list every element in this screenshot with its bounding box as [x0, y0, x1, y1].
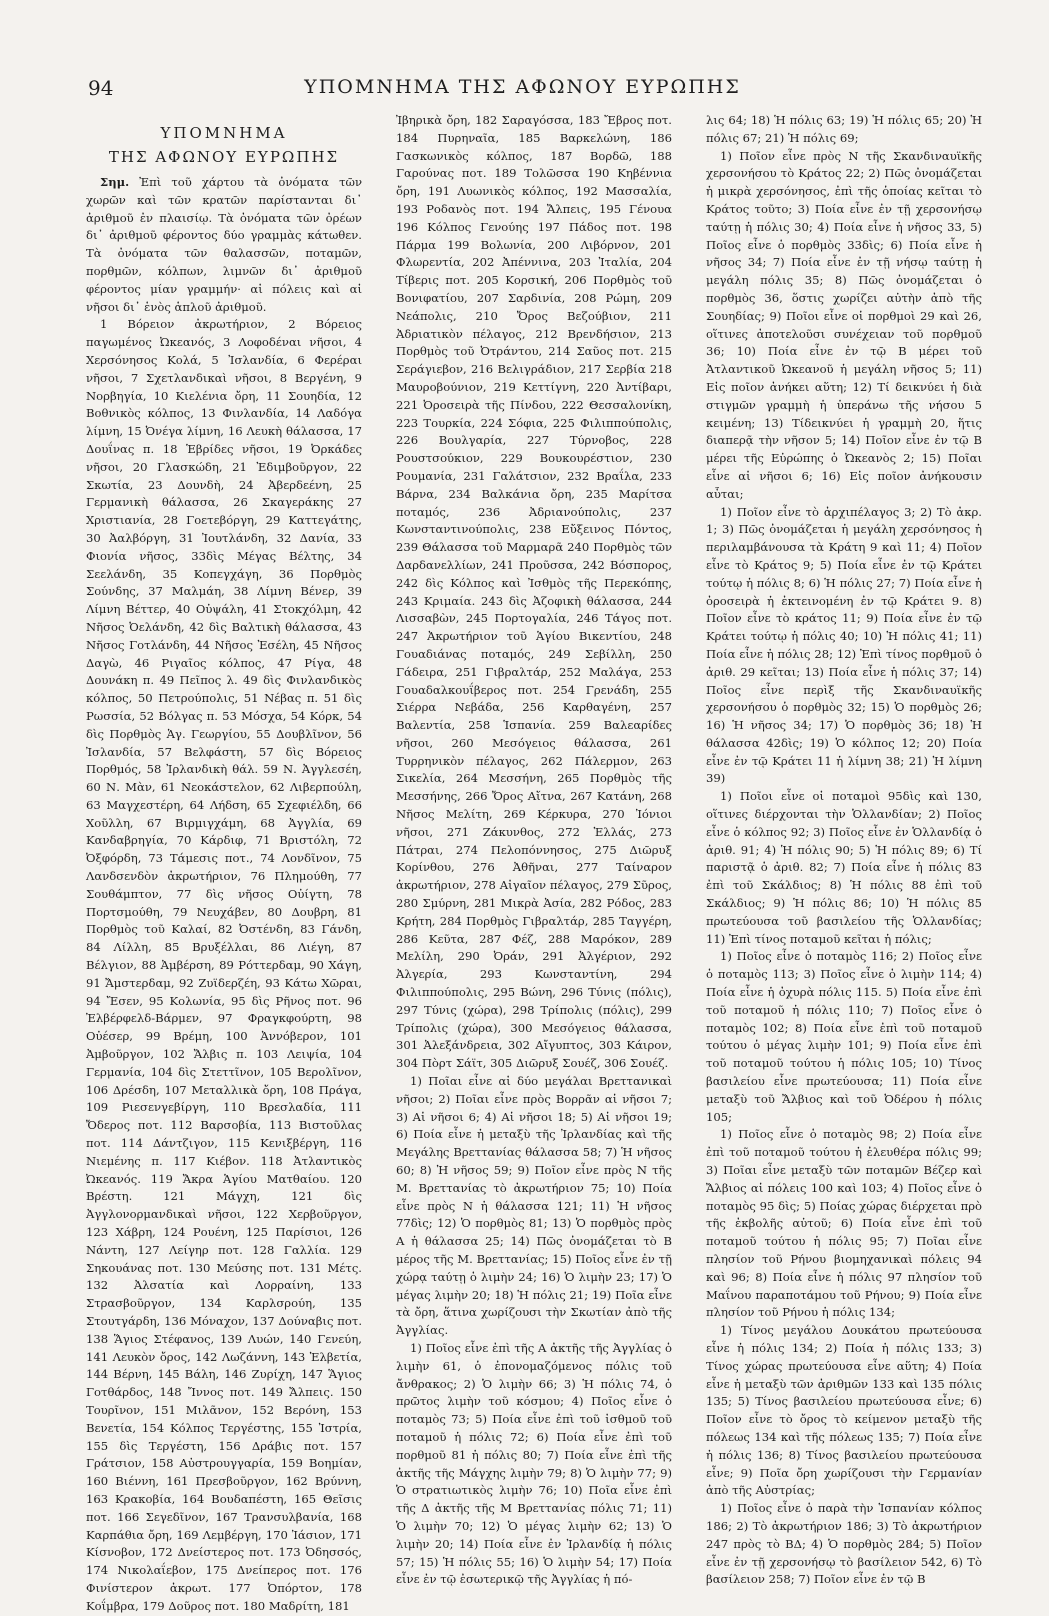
questions-germany-south: 1) Τίνος μεγάλου Δουκάτου πρωτεύουσα εἶνε ἡ πόλις 134; 2) Ποία ἡ πόλις 133; 3) Τίνος χώρας πρωτεύουσα εἶνε αὕτη; 4) Ποία εἶνε ἡ μεταξὺ τῶν ἀριθμῶν 133 καὶ 135 πόλις 135; 5) Τίνος βασιλείου πρωτεύουσα εἶνε; 6) Ποῖον εἶνε τὸ ὄρος τὸ κείμενον μεταξὺ τῆς πόλεως 134 καὶ τῆς πόλεως 135; 7) Ποία εἶνε ἡ πόλις 136; 8) Τίνος βασιλείου πρωτεύουσα εἶνε; 9) Ποῖα ὄρη χωρίζουσι τὴν Γερμανίαν ἀπὸ τῆς Αὐστρίας; [706, 1323, 982, 1498]
section-title: ΥΠΟΜΝΗΜΑ [160, 124, 288, 142]
questions-england-continued: λις 64; 18) Ἡ πόλις 63; 19) Ἡ πόλις 65; 20) Ἡ πόλις 67; 21) Ἡ πόλις 69; [706, 113, 982, 145]
questions-iberia: 1) Ποῖος εἶνε ὁ παρὰ τὴν Ἱσπανίαν κόλπος 186; 2) Τὸ ἀκρωτήριον 186; 3) Τὸ ἀκρωτήριον 247 πρὸς τὸ ΒΔ; 4) Ὁ πορθμὸς 284; 5) Ποῖον εἶνε ἐν τῇ χερσονήσῳ τὸ βασίλειον 542, 6) Τὸ βασίλειον 258; 7) Ποῖον εἶνε ἐν τῷ Β [706, 1501, 982, 1587]
questions-british-isles: 1) Ποῖαι εἶνε αἱ δύο μεγάλαι Βρεττανικαὶ νῆσοι; 2) Ποῖαι εἶνε πρὸς Βορρᾶν αἱ νῆσοι 7; 3) Αἱ νῆσοι 6; 4) Αἱ νῆσοι 18; 5) Αἱ νῆσοι 19; 6) Ποία εἶνε ἡ μεταξὺ τῆς Ἰρλανδίας καὶ τῆς Μεγάλης Βρεττανίας θάλασσα 58; 7) Ἡ νῆσος 60; 8) Ἡ νῆσος 59; 9) Ποῖον εἶνε πρὸς Ν τῆς Μ. Βρεττανίας τὸ ἀκρωτήριον 75; 10) Ποία εἶνε πρὸς Ν ἡ θάλασσα 121; 11) Ἡ νῆσος 77δὶς; 12) Ὁ πορθμὸς 81; 13) Ὁ πορθμὸς πρὸς Α ἡ θάλασσα 25; 14) Πῶς ὀνομάζεται τὸ Β μέρος τῆς Μ. Βρεττανίας; 15) Ποῖος εἶνε ἐν τῇ χώρᾳ ταύτῃ ὁ λιμὴν 24; 16) Ὁ λιμὴν 23; 17) Ὁ μέγας λιμὴν 20; 18) Ἡ πόλις 21; 19) Ποῖα εἶνε τὰ ὄρη, ἅτινα χωρίζουσι τὴν Σκωτίαν ἀπὸ τῆς Ἀγγλίας. [396, 1074, 672, 1338]
note-paragraph [86, 174, 362, 316]
page-header [88, 76, 957, 112]
questions-holland-belgium: 1) Ποῖοι εἶνε οἱ ποταμοὶ 95δὶς καὶ 130, οἵτινες διέρχονται τὴν Ὁλλανδίαν; 2) Ποῖος εἶνε ὁ κόλπος 92; 3) Ποῖος εἶνε ἐν Ὁλλανδίᾳ ὁ ἀριθ. 91; 4) Ἡ πόλις 90; 5) Ἡ πόλις 89; 6) Τί παριστᾷ ὁ ἀριθ. 82; 7) Ποία εἶνε ἡ πόλις 83 ἐπὶ τοῦ Σκάλδιος; 8) Ἡ πόλις 88 ἐπὶ τοῦ Σκάλδιος; 9) Ἡ πόλις 86; 10) Ἡ πόλις 85 πρωτεύουσα τοῦ βασιλείου τῆς Ὁλλανδίας; 11) Ἐπὶ τίνος ποταμοῦ κεῖται ἡ πόλις; [706, 789, 982, 946]
legend-list-part-2: Ἰβηρικὰ ὄρη, 182 Σαραγόσσα, 183 Ἔβρος ποτ. 184 Πυρηναῖα, 185 Βαρκελώνη, 186 Γασκωνικὸς κόλπος, 187 Βορδῶ, 188 Γαρούνας ποτ. 189 Τολῶσσα 190 Κηβέννια ὄρη, 191 Λυωνικὸς κόλπος, 192 Μασσαλία, 193 Ροδανὸς ποτ. 194 Ἄλπεις, 195 Γένουα 196 Κόλπος Γενούης 197 Πάδος ποτ. 198 Πάρμα 199 Βολωνία, 200 Λιβόρνον, 201 Φλωρεντία, 202 Ἀπέννινα, 203 Ἰταλία, 204 Τίβερις ποτ. 205 Κορσική, 206 Πορθμὸς τοῦ Βονιφατίου, 207 Σαρδινία, 208 Ρώμη, 209 Νεάπολις, 210 Ὄρος Βεζούβιον, 211 Ἀδριατικὸν πέλαγος, 212 Βρενδήσιον, 213 Πορθμὸς τοῦ Ὀτράντου, 214 Σαῦος ποτ. 215 Σεράγιεβον, 216 Βελιγράδιον, 217 Σερβία 218 Μαυροβούνιον, 219 Κεττίγνη, 220 Ἀντίβαρι, 221 Ὀροσειρὰ τῆς Πίνδου, 222 Θεσσαλονίκη, 223 Τουρκία, 224 Σόφια, 225 Φιλιππούπολις, 226 Βουλγαρία, 227 Τύρνοβος, 228 Ρουστσούκιον, 229 Βουκουρέστιον, 230 Ρουμανία, 231 Γαλάτσιον, 232 Βραΐλα, 233 Βάρνα, 234 Βαλκάνια ὄρη, 235 Μαρίτσα ποταμός, 236 Ἀδριανούπολις, 237 Κωνσταντινούπολις, 238 Εὔξεινος Πόντος, 239 Θάλασσα τοῦ Μαρμαρᾶ 240 Πορθμὸς τῶν Δαρδανελλίων, 241 Προῦσσα, 242 Βόσπορος, 242 δὶς Κόλπος καὶ Ἰσθμὸς τῆς Περεκόπης, 243 Κριμαία. 243 δὶς Ἀζοφικὴ θάλασσα, 244 Λισσαβὼν, 245 Πορτογαλία, 246 Τάγος ποτ. 247 Ἀκρωτήριον τοῦ Ἁγίου Βικεντίου, 248 Γουαδιάνας ποταμός, 249 Σεβίλλη, 250 Γάδειρα, 251 Γιβραλτάρ, 252 Μαλάγα, 253 Γουαδαλκουΐβερος ποτ. 254 Γρενάδη, 255 Σιέρρα Νεβάδα, 256 Καρθαγένη, 257 Βαλεντία, 258 Ἱσπανία. 259 Βαλεαρίδες νῆσοι, 260 Μεσόγειος θάλασσα, 261 Τυρρηνικὸν πέλαγος, 262 Πάλερμον, 263 Σικελία, 264 Μεσσήνη, 265 Πορθμὸς τῆς Μεσσήνης, 266 Ὄρος Αἴτνα, 267 Κατάνη, 268 Νῆσος Μελίτη, 269 Κέρκυρα, 270 Ἰόνιοι νῆσοι, 271 Ζάκυνθος, 272 Ἑλλάς, 273 Πάτραι, 274 Πελοπόννησος, 275 Διῶρυξ Κορίνθου, 276 Ἀθῆναι, 277 Ταίναρον ἀκρωτήριον, 278 Αἰγαῖον πέλαγος, 279 Σῦρος, 280 Σμύρνη, 281 Μικρὰ Ἀσία, 282 Ρόδος, 283 Κρήτη, 284 Πορθμὸς Γιβραλτάρ, 285 Ταγγέρη, 286 Κεῦτα, 287 Φέζ, 288 Μαρόκον, 289 Μελίλη, 290 Ὀράν, 291 Ἀλγέριον, 292 Ἀλγερία, 293 Κωνσταντίνη, 294 Φιλιππούπολις, 295 Βώνη, 296 Τύνις (πόλις), 297 Τύνις (χώρα), 298 Τρίπολις (πόλις), 299 Τρίπολις (χώρα), 300 Μεσόγειος θάλασσα, 301 Ἀλεξάνδρεια, 302 Αἴγυπτος, 303 Κάιρον, 304 Πὸρτ Σάϊτ, 305 Διῶρυξ Σουέζ, 306 Σουέζ. [396, 113, 672, 1071]
questions-denmark: 1) Ποῖον εἶνε πρὸς Ν τῆς Σκανδιναυϊκῆς χερσονήσου τὸ Κράτος 22; 2) Πῶς ὀνομάζεται ἡ μικρὰ χερσόνησος, ἐπὶ τῆς ὁποίας κεῖται τὸ Κράτος τοῦτο; 3) Ποία εἶνε ἐν τῇ χερσονήσῳ ταύτῃ ἡ πόλις 30; 4) Ποία εἶνε ἡ νῆσος 33, 5) Ποῖος εἶνε ὁ πορθμὸς 33δὶς; 6) Ποία εἶνε ἡ νῆσος 34; 7) Ποία εἶνε ἐν τῇ νήσῳ ταύτῃ ἡ μεγάλη πόλις 35; 8) Πῶς ὀνομάζεται ὁ πορθμὸς 36, ὅστις χωρίζει αὐτὴν ἀπὸ τῆς Σουηδίας; 9) Ποῖοι εἶνε οἱ πορθμοὶ 29 καὶ 26, οἵτινες ἀποτελοῦσι συνέχειαν τοῦ πορθμοῦ 36; 10) Ποία εἶνε ἐν τῷ Β μέρει τοῦ Ἀτλαντικοῦ Ὠκεανοῦ ἡ μεγάλη νῆσος 5; 11) Εἰς ποῖον ἀνήκει αὕτη; 12) Τί δεικνύει ἡ διὰ στιγμῶν γραμμὴ ἡ ὑπεράνω τῆς νήσου 5 κειμένη; 13) Τίδεικνύει ἡ γραμμὴ 20, ἥτις διαπερᾷ τὴν νῆσον 5; 14) Ποῖον εἶνε ἐν τῷ Β μέρει τῆς Εὐρώπης ὁ Ὠκεανὸς 2; 15) Ποῖαι εἶνε αἱ νῆσοι 6; 16) Εἰς ποῖον ἀνήκουσιν αὗται; [706, 148, 982, 501]
running-title: ΥΠΟΜΝΗΜΑ ΤΗΣ ΑΦΩΝΟΥ ΕΥΡΩΠΗΣ [304, 76, 741, 98]
page-number: 94 [88, 76, 114, 100]
questions-germany-west: 1) Ποῖος εἶνε ὁ ποταμὸς 98; 2) Ποία εἶνε ἐπὶ τοῦ ποταμοῦ τούτου ἡ ἐλευθέρα πόλις 99; 3) Ποῖαι εἶνε μεταξὺ τῶν ποταμῶν Βέζερ καὶ Ἄλβιος αἱ πόλεις 100 καὶ 103; 4) Ποῖος εἶνε ὁ ποταμὸς 95 δὶς; 5) Ποίας χώρας διέρχεται πρὸ τῆς ἐκβολῆς αὐτοῦ; 6) Ποία εἶνε ἐπὶ τοῦ ποταμοῦ τούτου ἡ πόλις 95; 7) Ποῖαι εἶνε πλησίον τοῦ Ρήνου βιομηχανικαὶ πόλεις 94 καὶ 96; 8) Ποία εἶνε ἡ πόλις 97 πλησίον τοῦ Μαΐνου παραποτάμου τοῦ Ρήνου; 9) Ποία εἶνε πλησίον τοῦ Ρήνου ἡ πόλις 134; [706, 1127, 982, 1320]
column-2 [396, 112, 672, 1587]
questions-scandinavia: 1) Ποῖον εἶνε τὸ ἀρχιπέλαγος 3; 2) Τὸ ἀκρ. 1; 3) Πῶς ὀνομάζεται ἡ μεγάλη χερσόνησος ἡ περιλαμβάνουσα τὰ Κράτη 9 καὶ 11; 4) Ποῖον εἶνε τὸ Κράτος 9; 5) Ποία εἶνε ἐν τῷ Κράτει τούτῳ ἡ πόλις 8; 6) Ἡ πόλις 27; 7) Ποία εἶνε ἡ ὀροσειρὰ ἡ ἐκτεινομένη ἐν τῷ Κράτει 9. 8) Ποῖον εἶνε τὸ κράτος 11; 9) Ποία εἶνε ἐν τῷ Κράτει τούτῳ ἡ πόλις 40; 10) Ἡ πόλις 41; 11) Ποία εἶνε ἡ πόλις 28; 12) Ἐπὶ τίνος πορθμοῦ ὁ ἀριθ. 29 κεῖται; 13) Ποία εἶνε ἡ πόλις 37; 14) Ποῖος εἶνε περὶξ τῆς Σκανδιναυϊκῆς χερσονήσου ὁ πορθμὸς 32; 15) Ὁ πορθμὸς 26; 16) Ἡ νῆσος 34; 17) Ὁ πορθμὸς 36; 18) Ἡ θάλασσα 42δὶς; 19) Ὁ κόλπος 12; 20) Ποία εἶνε ἐν τῷ Κράτει 11 ἡ λίμνη 38; 21) Ἡ λίμνη 39) [706, 504, 982, 786]
column-1 [86, 112, 362, 1613]
note-label: Σημ. [100, 175, 130, 189]
questions-germany-east: 1) Ποῖος εἶνε ὁ ποταμὸς 116; 2) Ποῖος εἶνε ὁ ποταμὸς 113; 3) Ποῖος εἶνε ὁ λιμὴν 114; 4) Ποία εἶνε ἡ ὀχυρὰ πόλις 115. 5) Ποία εἶνε ἐπὶ τοῦ ποταμοῦ ἡ πόλις 110; 7) Ποῖος εἶνε ὁ ποταμὸς 102; 8) Ποία εἶνε ἐπὶ τοῦ ποταμοῦ τούτου ὁ μέγας λιμὴν 101; 9) Ποία εἶνε ἐπὶ τοῦ ποταμοῦ τούτου ἡ πόλις 105; 10) Τίνος βασιλείου εἶνε πρωτεύουσα; 11) Ποία εἶνε μεταξὺ τοῦ Ἄλβιος καὶ τοῦ Ὀδέρου ἡ πόλις 105; [706, 949, 982, 1124]
questions-england: 1) Ποῖος εἶνε ἐπὶ τῆς Α ἀκτῆς τῆς Ἀγγλίας ὁ λιμὴν 61, ὁ ἐπονομαζόμενος πόλις τοῦ ἄνθρακος; 2) Ὁ λιμὴν 66; 3) Ἡ πόλις 74, ὁ πρῶτος λιμὴν τοῦ κόσμου; 4) Ποῖος εἶνε ὁ ποταμὸς 73; 5) Ποία εἶνε ἐπὶ τοῦ ἰσθμοῦ τοῦ ποταμοῦ ἡ πόλις 72; 6) Ποία εἶνε ἐπὶ τοῦ πορθμοῦ 81 ἡ πόλις 80; 7) Ποία εἶνε ἐπὶ τῆς ἀκτῆς τῆς Μάγχης λιμὴν 79; 8) Ὁ λιμὴν 77; 9) Ὁ στρατιωτικὸς λιμὴν 76; 10) Ποῖα εἶνε ἐπὶ τῆς Δ ἀκτῆς τῆς Μ Βρεττανίας πόλις 71; 11) Ὁ λιμὴν 70; 12) Ὁ μέγας λιμὴν 62; 13) Ὁ λιμὴν 20; 14) Ποία εἶνε ἐν Ἰρλανδίᾳ ἡ πόλις 57; 15) Ἡ πόλις 55; 16) Ὁ λιμὴν 54; 17) Ποία εἶνε ἐν τῷ ἐσωτερικῷ τῆς Ἀγγλίας ἡ πό- [396, 1340, 672, 1587]
column-3 [706, 112, 982, 1587]
note-text: Ἐπὶ τοῦ χάρτου τὰ ὀνόματα τῶν χωρῶν καὶ τῶν κρατῶν παρίστανται δι᾽ ἀριθμοῦ ἐν πλαισίῳ. Τὰ ὀνόματα τῶν ὀρέων δι᾽ ἀριθμοῦ φέροντος δύο γραμμὰς κάτωθεν. Τὰ ὀνόματα τῶν θαλασσῶν, ποταμῶν, πορθμῶν, κόλπων, λιμνῶν δι᾽ ἀριθμοῦ φέροντος μίαν γραμμήν· αἱ πόλεις καὶ αἱ νῆσοι δι᾽ ἑνὸς ἁπλοῦ ἀριθμοῦ. [86, 175, 362, 314]
legend-list-part-1: 1 Βόρειον ἀκρωτήριον, 2 Βόρειος παγωμένος Ὠκεανός, 3 Λοφοδέναι νῆσοι, 4 Χερσόνησος Κολά, 5 Ἰσλανδία, 6 Φερέραι νῆσοι, 7 Σχετλανδικαὶ νῆσοι, 8 Βεργένη, 9 Νορβηγία, 10 Κιελένια ὄρη, 11 Σουηδία, 12 Βοθνικὸς κόλπος, 13 Φινλανδία, 14 Λαδόγα λίμνη, 15 Ὀνέγα λίμνη, 16 Λευκὴ θάλασσα, 17 Δουΐνας π. 18 Ἑβρίδες νῆσοι, 19 Ὀρκάδες νῆσοι, 20 Γλασκώδη, 21 Ἐδιμβοῦργον, 22 Σκωτία, 23 Δουνδὴ, 24 Ἀβερδεένη, 25 Γερμανικὴ θάλασσα, 26 Σκαγεράκης 27 Χριστιανία, 28 Γοετεβόργη, 29 Καττεγάτης, 30 Ἀαλβόργη, 31 Ἰουτλάνδη, 32 Δανία, 33 Φιονία νῆσος, 33δὶς Μέγας Βέλτης, 34 Σεελάνδη, 35 Κοπεγχάγη, 36 Πορθμὸς Σούνδης, 37 Μαλμάη, 38 Λίμνη Βένερ, 39 Λίμνη Βέττερ, 40 Οὐψάλη, 41 Στοκχόλμη, 42 Νῆσος Ὀελάνδη, 42 δὶς Βαλτικὴ θάλασσα, 43 Νῆσος Γοτλάνδη, 44 Νῆσος Ἐσέλη, 45 Νῆσος Δαγὼ, 46 Ριγαῖος κόλπος, 47 Ρίγα, 48 Δουνάκη π. 49 Πεῖπος λ. 49 δὶς Φινλανδικὸς κόλπος, 50 Πετρούπολις, 51 Νέβας π. 51 δὶς Ρωσσία, 52 Βόλγας π. 53 Μόσχα, 54 Κόρκ, 54 δὶς Πορθμὸς Ἁγ. Γεωργίου, 55 Δουβλῖνον, 56 Ἰσλανδία, 57 Βελφάστη, 57 δὶς Βόρειος Πορθμός, 58 Ἰρλανδικὴ θάλ. 59 Ν. Ἀγγλεσέη, 60 Ν. Μὰν, 61 Νεοκάστελον, 62 Λιβερπούλη, 63 Μαγχεστέρη, 64 Λήδση, 65 Σχεφιέλδη, 66 Χοῦλλη, 67 Βιρμιγχάμη, 68 Ἀγγλία, 69 Κανδαβρηγία, 70 Κάρδιφ, 71 Βριστόλη, 72 Ὀξφόρδη, 73 Τάμεσις ποτ., 74 Λονδῖνον, 75 Λανδσενδὸν ἀκρωτήριον, 76 Πλημούθη, 77 Σουθάμπτον, 77 δὶς νῆσος Οὐίγτη, 78 Πορτσμούθη, 79 Νευχάβεν, 80 Δουβρη, 81 Πορθμὸς τοῦ Καλαί, 82 Ὀστένδη, 83 Γάνδη, 84 Λίλλη, 85 Βρυξέλλαι, 86 Λιέγη, 87 Βέλγιον, 88 Ἀμβέρση, 89 Ρόττερδαμ, 90 Χάγη, 91 Ἄμστερδαμ, 92 Ζυϊδερζέη, 93 Κάτω Χῶραι, 94 Ἔσεν, 95 Κολωνία, 95 δὶς Ρῆνος ποτ. 96 Ἐλβέρφελδ-Βάρμεν, 97 Φραγκφούρτη, 98 Οὐέσερ, 99 Βρέμη, 100 Ἀννόβερον, 101 Ἀμβοῦργον, 102 Ἄλβις π. 103 Λειψία, 104 Γερμανία, 104 δὶς Στεττῖνον, 105 Βερολῖνον, 106 Δρέσδη, 107 Μεταλλικὰ ὄρη, 108 Πράγα, 109 Ριεσενγεβίργη, 110 Βρεσλαδία, 111 Ὄδερος ποτ. 112 Βαρσοβία, 113 Βιστοῦλας ποτ. 114 Δάντζιγον, 115 Κενιξβέργη, 116 Νιεμένης π. 117 Κιέβον. 118 Ἀτλαντικὸς Ὠκεανός. 119 Ἄκρα Ἁγίου Ματθαίου. 120 Βρέστη. 121 Μάγχη, 121 δὶς Ἀγγλονορμανδικαὶ νῆσοι, 122 Χερβοῦργον, 123 Χάβρη, 124 Ρουένη, 125 Παρίσιοι, 126 Νάντη, 127 Λείγηρ ποτ. 128 Γαλλία. 129 Σηκουάνας ποτ. 130 Μεύσης ποτ. 131 Μέτς. 132 Ἀλσατία καὶ Λορραίνη, 133 Στρασβοῦργον, 134 Καρλσρούη, 135 Στουτγάρδη, 136 Μόναχον, 137 Δούναβις ποτ. 138 Ἅγιος Στέφανος, 139 Λυών, 140 Γενεύη, 141 Λευκὸν ὄρος, 142 Λωζάννη, 143 Ἑλβετία, 144 Βέρνη, 145 Βάλη, 146 Ζυρίχη, 147 Ἅγιος Γοτθάρδος, 148 Ἴννος ποτ. 149 Ἄλπεις. 150 Τουρῖνον, 151 Μιλᾶνον, 152 Βερόνη, 153 Βενετία, 154 Κόλπος Τεργέστης, 155 Ἰστρία, 155 δὶς Τεργέστη, 156 Δράβις ποτ. 157 Γράτσιον, 158 Αὐστρουγγαρία, 159 Βοημίαν, 160 Βιέννη, 161 Πρεσβοῦργον, 162 Βρύννη, 163 Κρακοβία, 164 Βουδαπέστη, 165 Θεῖσις ποτ. 166 Σεγεδῖνον, 167 Τρανσυλβανία, 168 Καρπάθια ὄρη, 169 Λεμβέργη, 170 Ἰάσιον, 171 Κίσνοβον, 172 Δνείστερος ποτ. 173 Ὀδησσός, 174 Νικολαΐεβον, 175 Δνείπερος ποτ. 176 Φινίστερον ἀκρωτ. 177 Ὀπόρτον, 178 Κοΐμβρα, 179 Δοῦρος ποτ. 180 Μαδρίτη, 181 [86, 317, 362, 1613]
section-subtitle: ΤΗΣ ΑΦΩΝΟΥ ΕΥΡΩΠΗΣ [108, 148, 340, 166]
